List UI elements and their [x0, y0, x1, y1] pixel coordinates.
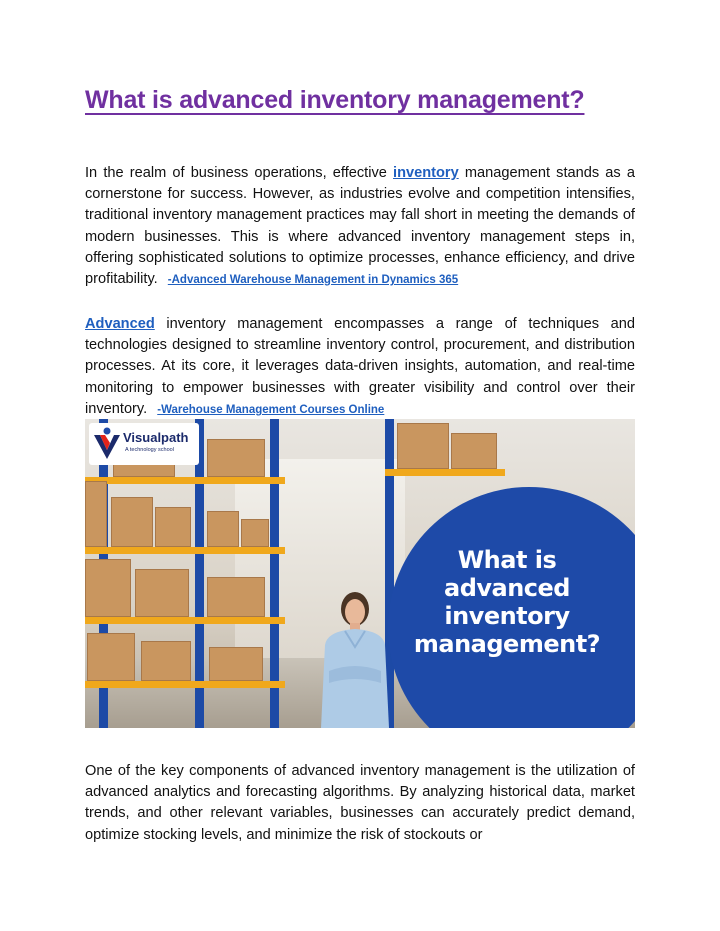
logo-name: Visualpath: [123, 430, 189, 445]
businesswoman-figure: [311, 587, 395, 728]
cardboard-box: [85, 481, 107, 547]
dynamics-365-link[interactable]: -Advanced Warehouse Management in Dynamics 365: [167, 274, 459, 287]
intro-text-rest: management stands as a cornerstone for success. However, as industries evolve and competition intensifies, traditional inventory management practices may fall short in meeting the demands of modern businesses. This is where advanced inventory management steps in, offering sophisticated solutions to optimize processes, enhance efficiency, and drive profitability.: [85, 165, 635, 288]
circle-title: [407, 546, 607, 658]
rack-shelf: [385, 469, 505, 476]
cardboard-box: [451, 433, 497, 469]
rack-shelf: [85, 477, 285, 484]
cardboard-box: [141, 641, 191, 681]
definition-paragraph: [85, 314, 635, 421]
visualpath-logo: [89, 423, 199, 465]
intro-paragraph: [85, 163, 635, 291]
cardboard-box: [155, 507, 191, 547]
cardboard-box: [207, 577, 265, 617]
intro-text-start: In the realm of business operations, effective: [85, 165, 394, 181]
cardboard-box: [135, 569, 189, 617]
banner-image: [85, 419, 635, 728]
cardboard-box: [397, 423, 449, 469]
cardboard-box: [241, 519, 269, 547]
inventory-link[interactable]: inventory: [393, 165, 459, 181]
circle-line-3: management?: [413, 630, 601, 658]
warehouse-courses-link[interactable]: -Warehouse Management Courses Online: [157, 403, 385, 416]
cardboard-box: [207, 439, 265, 477]
rack-shelf: [85, 681, 285, 688]
rack-shelf: [85, 547, 285, 554]
circle-line-2: inventory: [444, 602, 570, 630]
cardboard-box: [111, 497, 153, 547]
circle-line-1: What is advanced: [444, 546, 570, 602]
cardboard-box: [85, 559, 131, 617]
cardboard-box: [209, 647, 263, 681]
rack-shelf: [85, 617, 285, 624]
visualpath-v-icon: [93, 426, 121, 460]
analytics-paragraph: One of the key components of advanced inventory management is the utilization of advanced analytics and forecasting algorithms. By analyzing historical data, market trends, and other relevant variables, businesses can accurately predict demand, optimize stocking levels, and minimize the risk of stockouts or: [85, 763, 635, 843]
cardboard-box: [207, 511, 239, 547]
left-shelving-rack: [85, 419, 285, 728]
page-title: What is advanced inventory management?: [85, 86, 585, 114]
logo-tagline: A technology school: [125, 447, 174, 453]
definition-text: inventory management encompasses a range of techniques and technologies designed to streamline inventory control, procurement, and distribution processes. At its core, it leverages data-driven insights, automation, and real-time monitoring to empower businesses with greater visibility and control over their inventory.: [85, 316, 635, 417]
cardboard-box: [87, 633, 135, 681]
advanced-link[interactable]: Advanced: [85, 316, 155, 332]
